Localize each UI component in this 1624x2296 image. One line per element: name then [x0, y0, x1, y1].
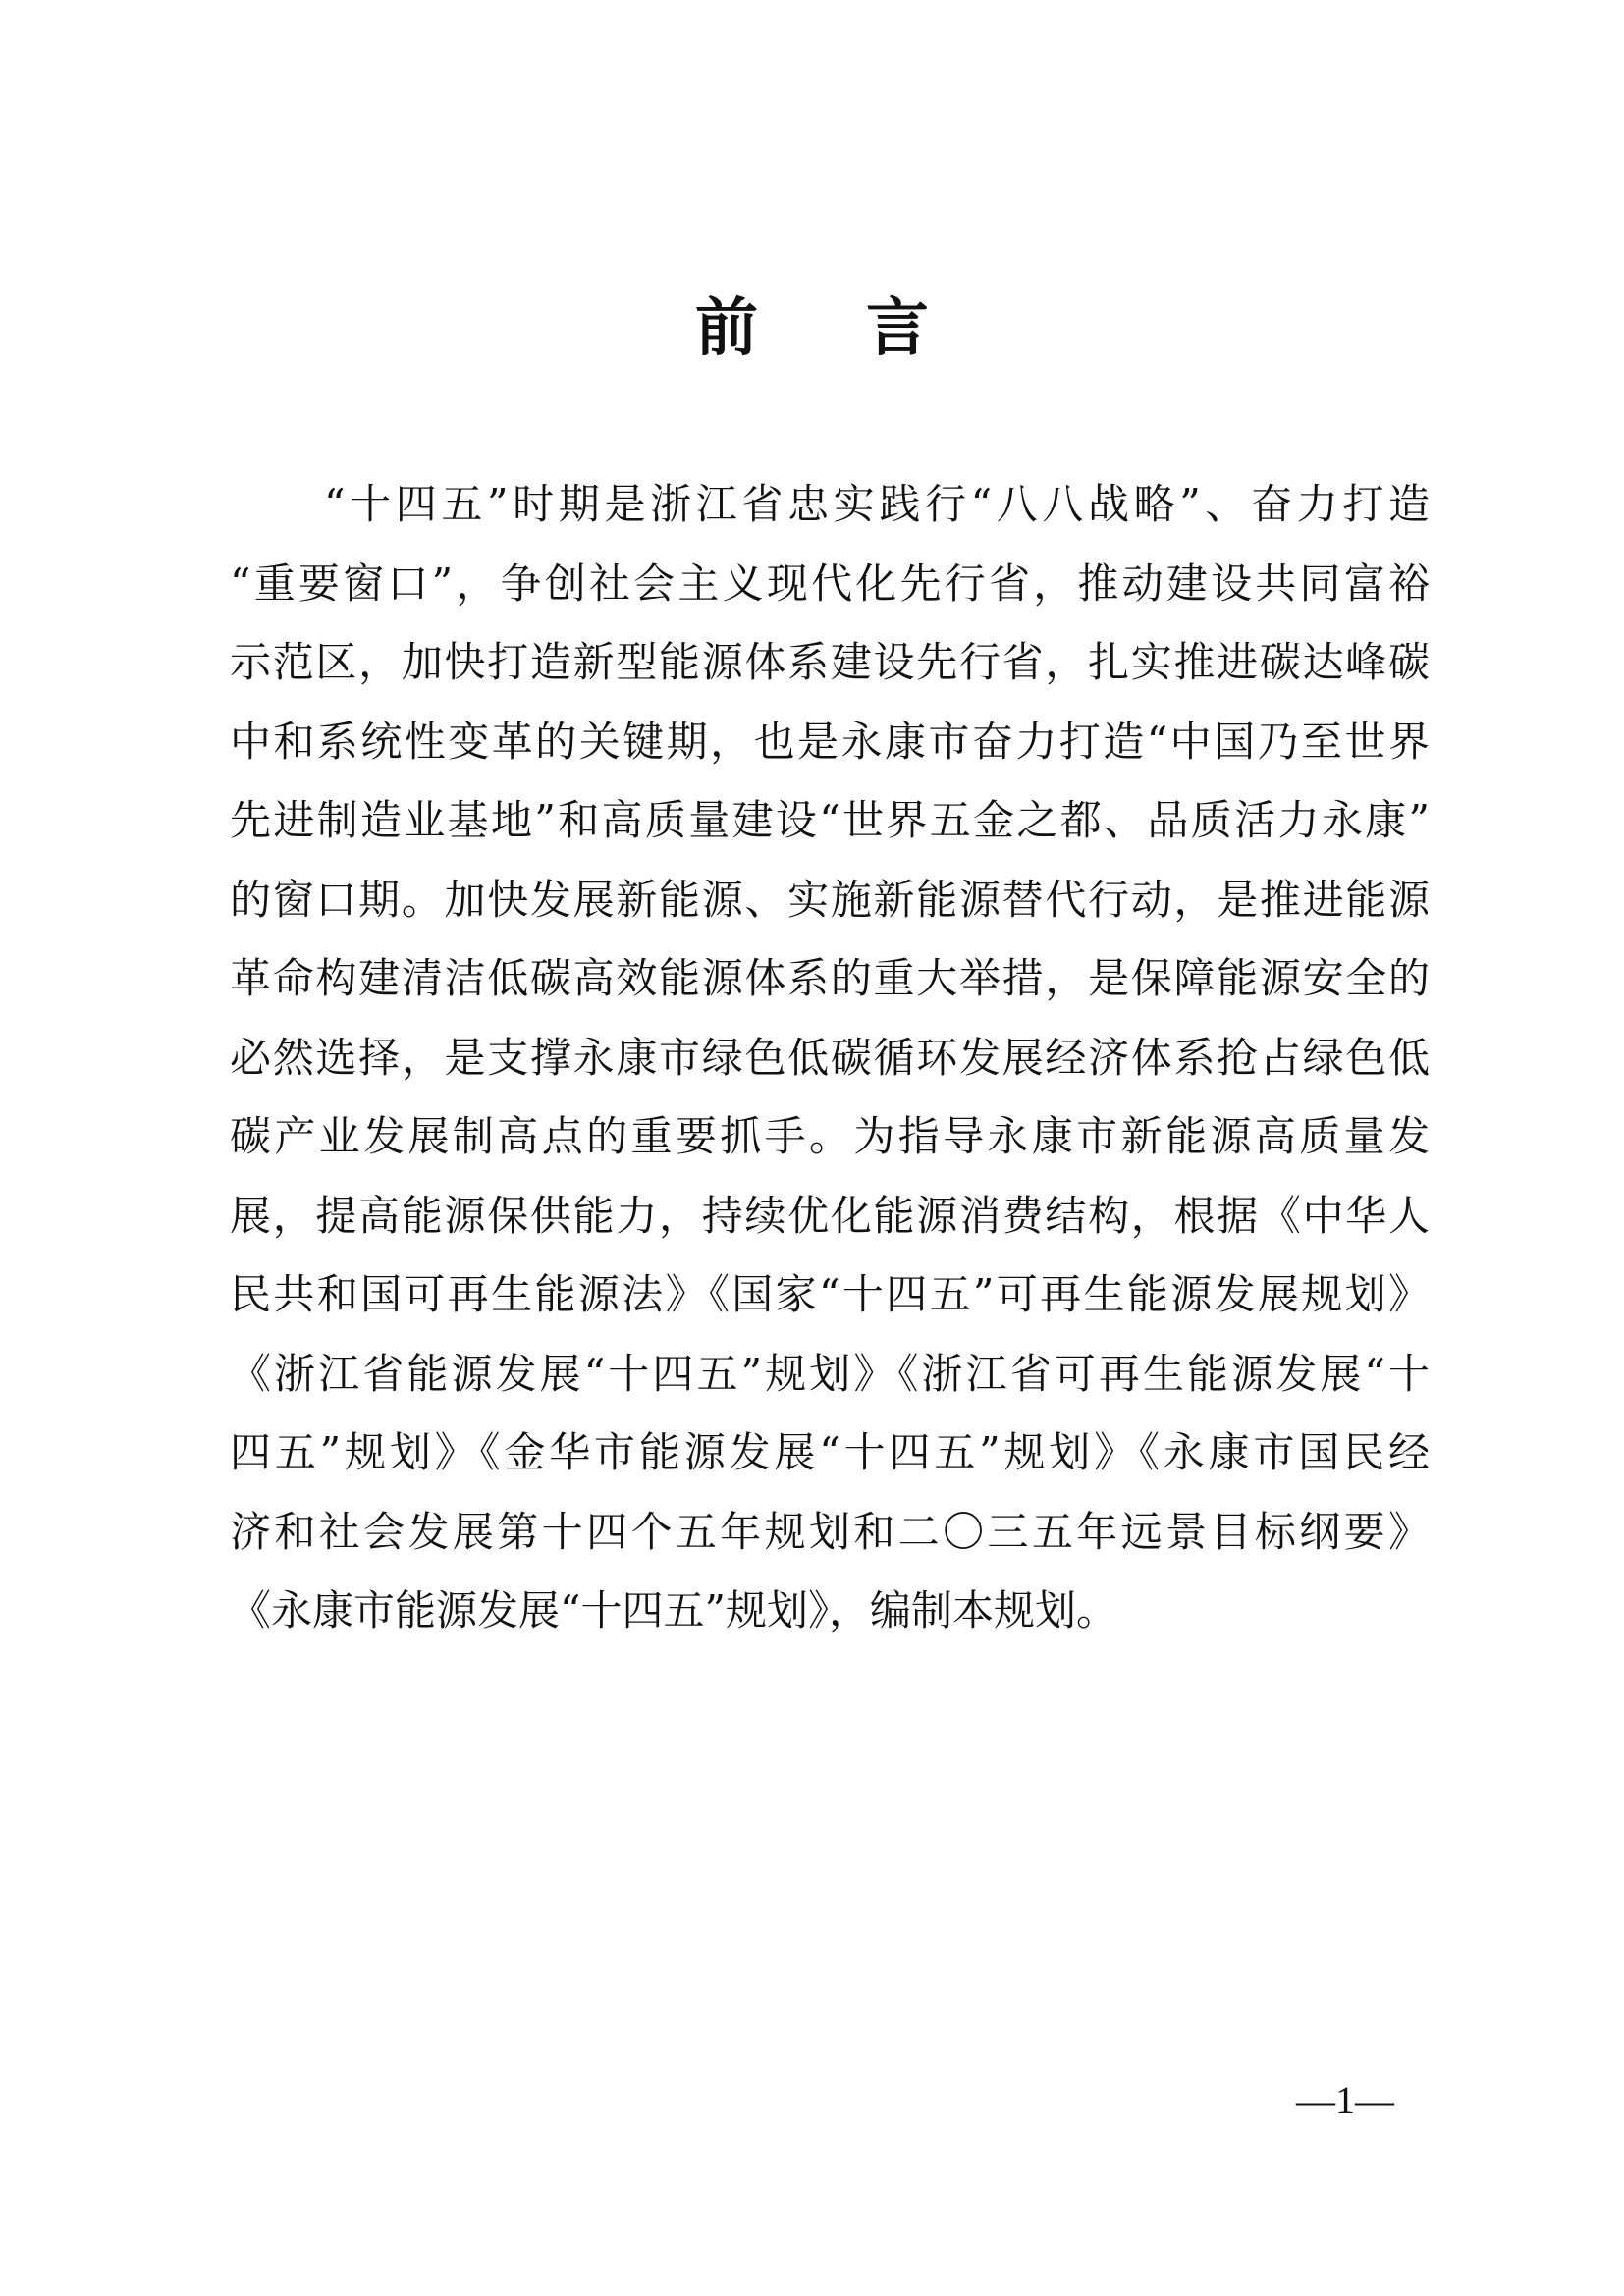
- paragraph-line: 济和社会发展第十四个五年规划和二〇三五年远景目标纲要》: [230, 1507, 1430, 1556]
- paragraph-line: 《浙江省能源发展“十四五”规划》《浙江省可再生能源发展“十: [230, 1349, 1430, 1398]
- paragraph-line: 示范区，加快打造新型能源体系建设先行省，扎实推进碳达峰碳: [230, 638, 1430, 686]
- page-number: —1—: [1296, 2078, 1394, 2122]
- preface-paragraph: [230, 465, 1430, 1651]
- paragraph-line: 四五”规划》《金华市能源发展“十四五”规划》《永康市国民经: [230, 1428, 1430, 1476]
- paragraph-line: 中和系统性变革的关键期，也是永康市奋力打造“中国乃至世界: [230, 717, 1430, 766]
- paragraph-line: 民共和国可再生能源法》《国家“十四五”可再生能源发展规划》: [230, 1270, 1430, 1318]
- paragraph-line: 革命构建清洁低碳高效能源体系的重大举措，是保障能源安全的: [230, 954, 1430, 1002]
- paragraph-line: 《永康市能源发展“十四五”规划》，编制本规划。: [230, 1586, 1117, 1634]
- paragraph-line: “十四五”时期是浙江省忠实践行“八八战略”、奋力打造: [324, 480, 1430, 528]
- paragraph-line: 的窗口期。加快发展新能源、实施新能源替代行动，是推进能源: [230, 875, 1430, 924]
- paragraph-line: 先进制造业基地”和高质量建设“世界五金之都、品质活力永康”: [230, 796, 1430, 844]
- paragraph-line: 展，提高能源保供能力，持续优化能源消费结构，根据《中华人: [230, 1191, 1430, 1240]
- paragraph-line: 必然选择，是支撑永康市绿色低碳循环发展经济体系抢占绿色低: [230, 1033, 1430, 1082]
- paragraph-line: 碳产业发展制高点的重要抓手。为指导永康市新能源高质量发: [230, 1112, 1430, 1160]
- page-title: 前言: [695, 292, 1037, 365]
- paragraph-line: “重要窗口”，争创社会主义现代化先行省，推动建设共同富裕: [230, 559, 1430, 608]
